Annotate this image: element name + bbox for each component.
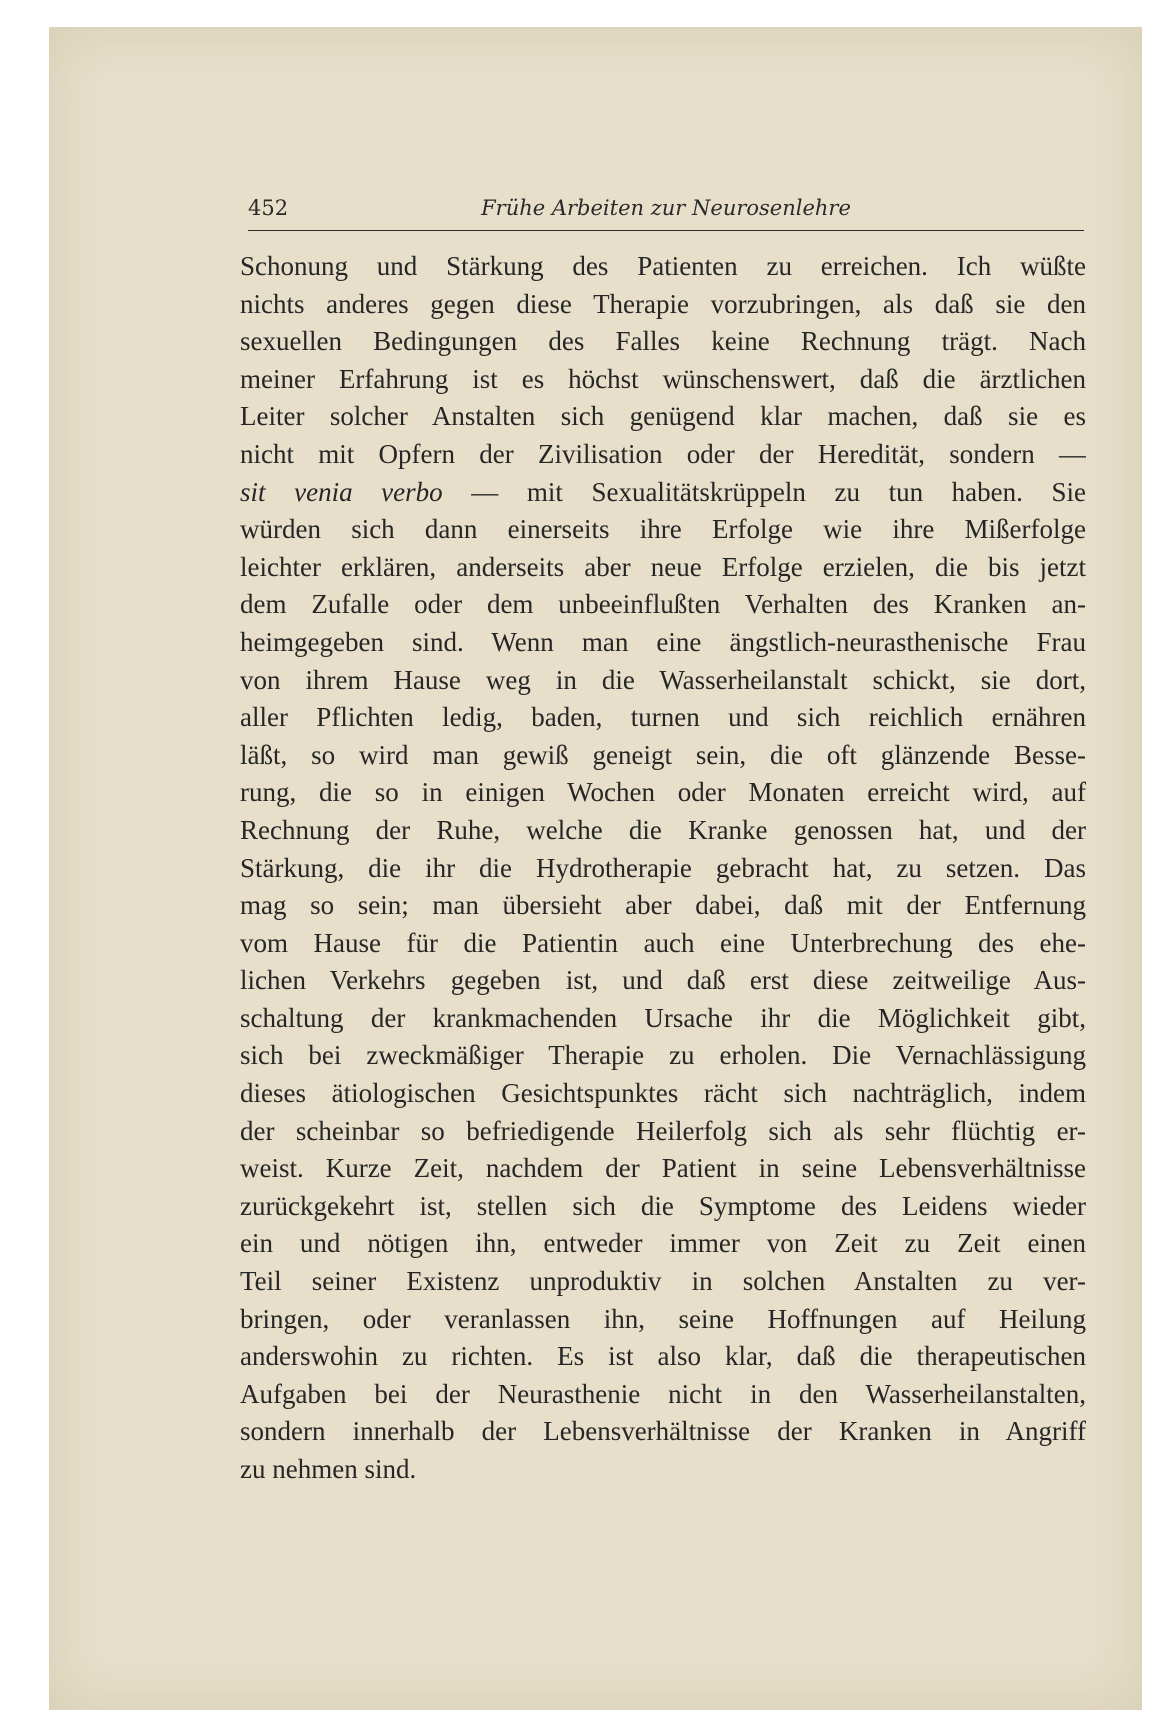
text-line: bringen, oder veranlassen ihn, seine Hoffnungen auf Heilung <box>240 1303 1086 1334</box>
text-line: von ihrem Hause weg in die Wasserheilanstalt schickt, sie dort, <box>240 664 1086 695</box>
text-line: läßt, so wird man gewiß geneigt sein, die oft glänzende Besse- <box>240 739 1086 770</box>
text-line: zurückgekehrt ist, stellen sich die Symptome des Leidens wieder <box>240 1190 1086 1221</box>
text-line: heimgegeben sind. Wenn man eine ängstlich-neurasthenische Frau <box>240 626 1086 657</box>
text-line: würden sich dann einerseits ihre Erfolge wie ihre Mißerfolge <box>240 514 1086 545</box>
text-line: dem Zufalle oder dem unbeeinflußten Verhalten des Kranken an- <box>240 589 1086 620</box>
text-line: Teil seiner Existenz unproduktiv in solchen Anstalten zu ver- <box>240 1266 1086 1297</box>
text-line: zu nehmen sind. <box>240 1454 417 1484</box>
body-text <box>240 248 1086 1489</box>
text-line: weist. Kurze Zeit, nachdem der Patient in seine Lebensverhältnisse <box>240 1153 1086 1184</box>
text-line: nicht mit Opfern der Zivilisation oder der Heredität, sondern — <box>240 438 1086 469</box>
text-line: mag so sein; man übersieht aber dabei, daß mit der Entfernung <box>240 890 1086 921</box>
text-line: Stärkung, die ihr die Hydrotherapie gebracht hat, zu setzen. Das <box>240 852 1086 883</box>
page-number: 452 <box>248 196 289 220</box>
text-line: Aufgaben bei der Neurasthenie nicht in den Wasserheilanstalten, <box>240 1378 1086 1409</box>
latin-phrase: sit venia verbo <box>240 476 443 507</box>
text-line: der scheinbar so befriedigende Heilerfolg sich als sehr flüchtig er- <box>240 1115 1086 1146</box>
text-line <box>240 474 1086 512</box>
page-header <box>248 196 1084 231</box>
text-line: leichter erklären, anderseits aber neue Erfolge erzielen, die bis jetzt <box>240 551 1086 582</box>
text-line: dieses ätiologischen Gesichtspunktes rächt sich nachträglich, indem <box>240 1078 1086 1109</box>
running-title: Frühe Arbeiten zur Neurosenlehre <box>481 196 851 220</box>
text-line: meiner Erfahrung ist es höchst wünschenswert, daß die ärztlichen <box>240 363 1086 394</box>
text-fragment: lichen Verkehrs <box>240 965 426 996</box>
text-line <box>240 962 1086 1000</box>
text-line: vom Hause für die Patientin auch eine Unterbrechung des ehe- <box>240 927 1086 958</box>
text-line: nichts anderes gegen diese Therapie vorzubringen, als daß sie den <box>240 288 1086 319</box>
text-fragment: gegeben <box>426 965 541 996</box>
text-line: Leiter solcher Anstalten sich genügend klar machen, daß sie es <box>240 401 1086 432</box>
text-line: sexuellen Bedingungen des Falles keine Rechnung trägt. Nach <box>240 326 1086 357</box>
text-line: rung, die so in einigen Wochen oder Monaten erreicht wird, auf <box>240 777 1086 808</box>
text-fragment: ist, und daß erst diese zeitweilige Aus- <box>541 965 1086 996</box>
text-line: aller Pflichten ledig, baden, turnen und sich reichlich ernähren <box>240 702 1086 733</box>
text-line: sondern innerhalb der Lebensverhältnisse der Kranken in Angriff <box>240 1416 1086 1447</box>
text-line: anderswohin zu richten. Es ist also klar, daß die therapeutischen <box>240 1341 1086 1372</box>
text-line: ein und nötigen ihn, entweder immer von Zeit zu Zeit einen <box>240 1228 1086 1259</box>
text-line: schaltung der krankmachenden Ursache ihr die Möglichkeit gibt, <box>240 1002 1086 1033</box>
text-fragment: — mit Sexualitätskrüppeln zu tun haben. Sie <box>442 476 1086 507</box>
text-line: Schonung und Stärkung des Patienten zu erreichen. Ich wüßte <box>240 251 1086 281</box>
text-line: sich bei zweckmäßiger Therapie zu erholen. Die Vernachlässigung <box>240 1040 1086 1071</box>
text-line: Rechnung der Ruhe, welche die Kranke genossen hat, und der <box>240 814 1086 845</box>
